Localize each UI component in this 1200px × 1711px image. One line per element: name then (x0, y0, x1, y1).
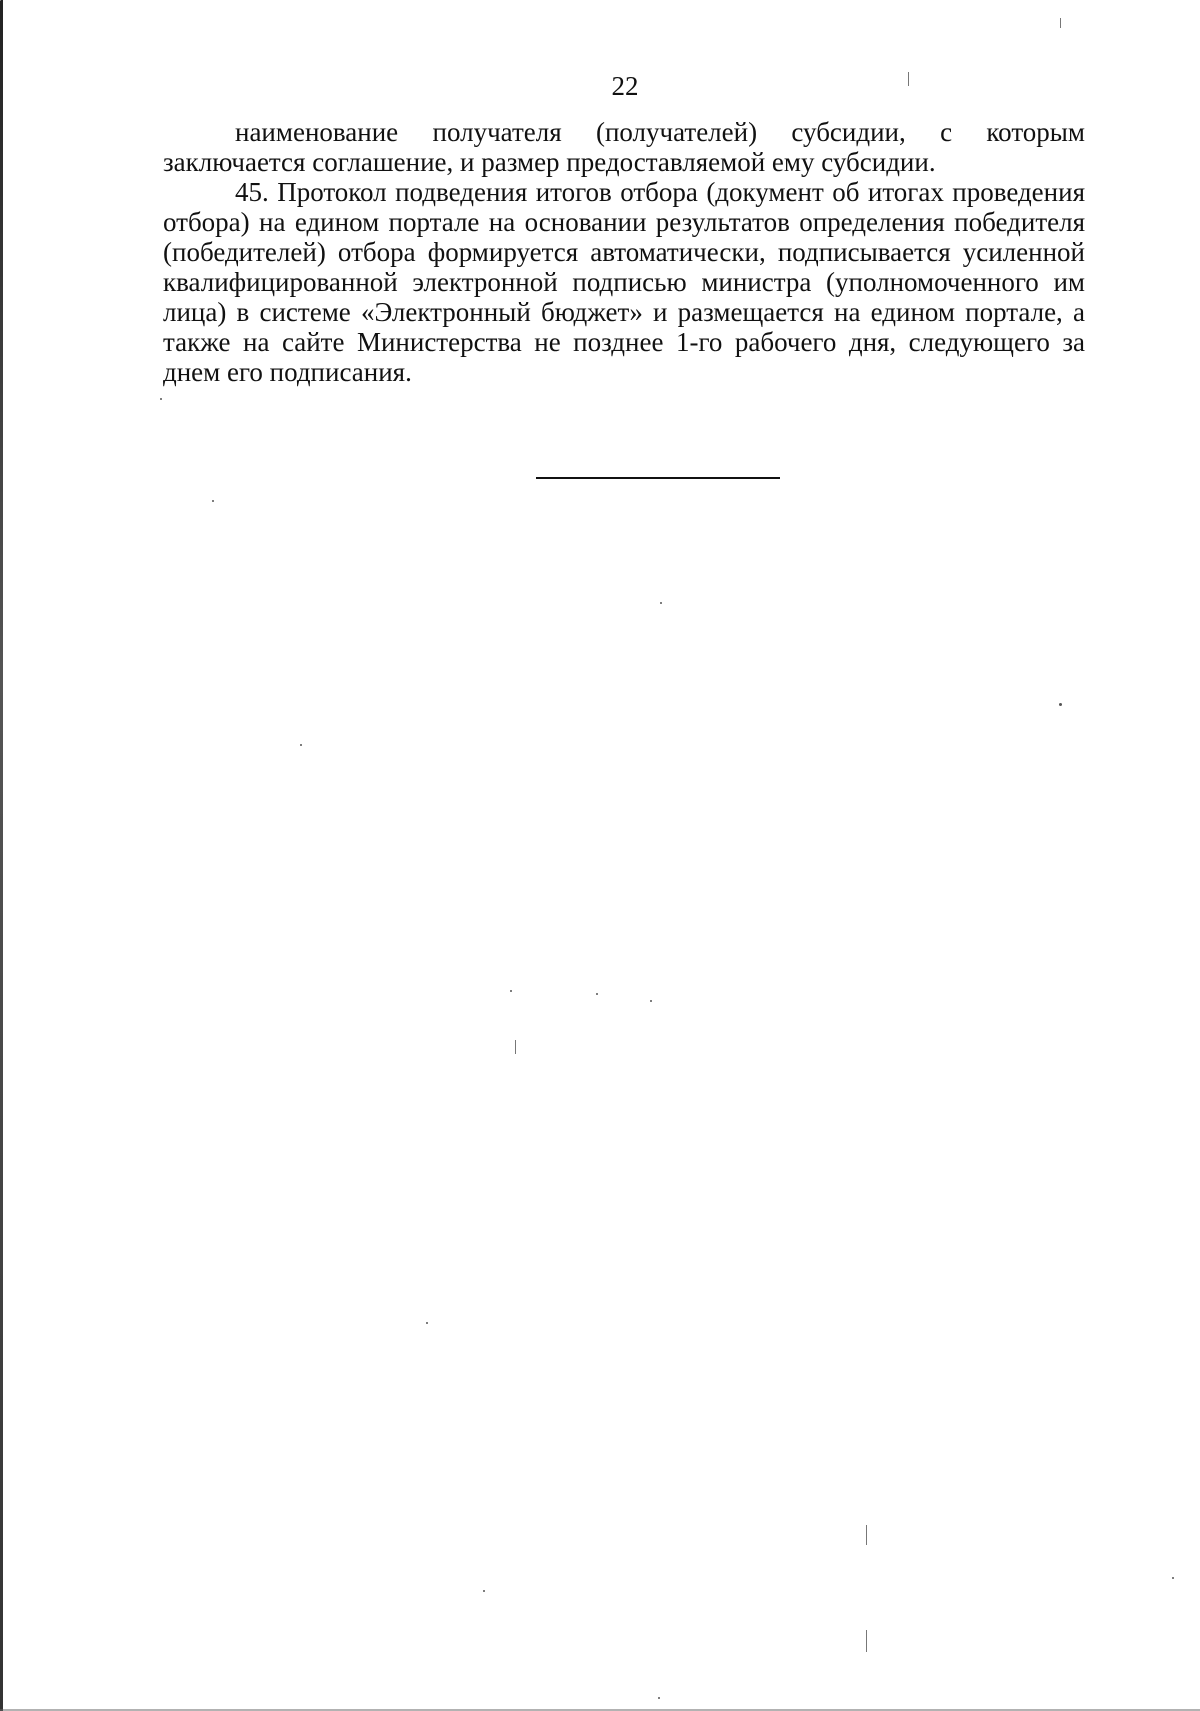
scan-speck (650, 1000, 652, 1002)
scan-speck (160, 398, 162, 400)
scan-speck (426, 1322, 428, 1324)
scan-speck (1172, 1577, 1174, 1579)
body-text (163, 117, 1085, 387)
scan-mark (0, 0, 1, 1)
scan-speck (660, 602, 662, 604)
end-separator-line (536, 477, 780, 479)
scan-speck (510, 990, 512, 992)
paragraph-continuation: наименование получателя (получателей) субсидии, с которым заключается соглашение, и размер предоставляемой ему субсидии. (163, 117, 1085, 177)
scan-mark (866, 1525, 867, 1545)
scan-mark (515, 1040, 516, 1054)
scan-edge-left (0, 0, 3, 1711)
scan-mark (866, 1630, 867, 1652)
scan-speck (300, 744, 302, 746)
scan-speck (1059, 703, 1062, 706)
paragraph-45: 45. Протокол подведения итогов отбора (документ об итогах проведения отбора) на едином портале на основании результатов определения победителя (победителей) отбора формируется автоматически, подписывается усиленной квалифицированной электронной подписью министра (уполномоченного им лица) в системе «Электронный бюджет» и размещается на едином портале, а также на сайте Министерства не позднее 1-го рабочего дня, следующего за днем его подписания. (163, 177, 1085, 387)
scan-speck (658, 1697, 660, 1699)
scan-mark (908, 72, 909, 86)
scan-speck (483, 1590, 485, 1592)
scan-speck (212, 500, 214, 502)
page-number: 22 (611, 71, 639, 101)
scan-speck (596, 993, 598, 995)
scan-mark (1060, 18, 1061, 28)
